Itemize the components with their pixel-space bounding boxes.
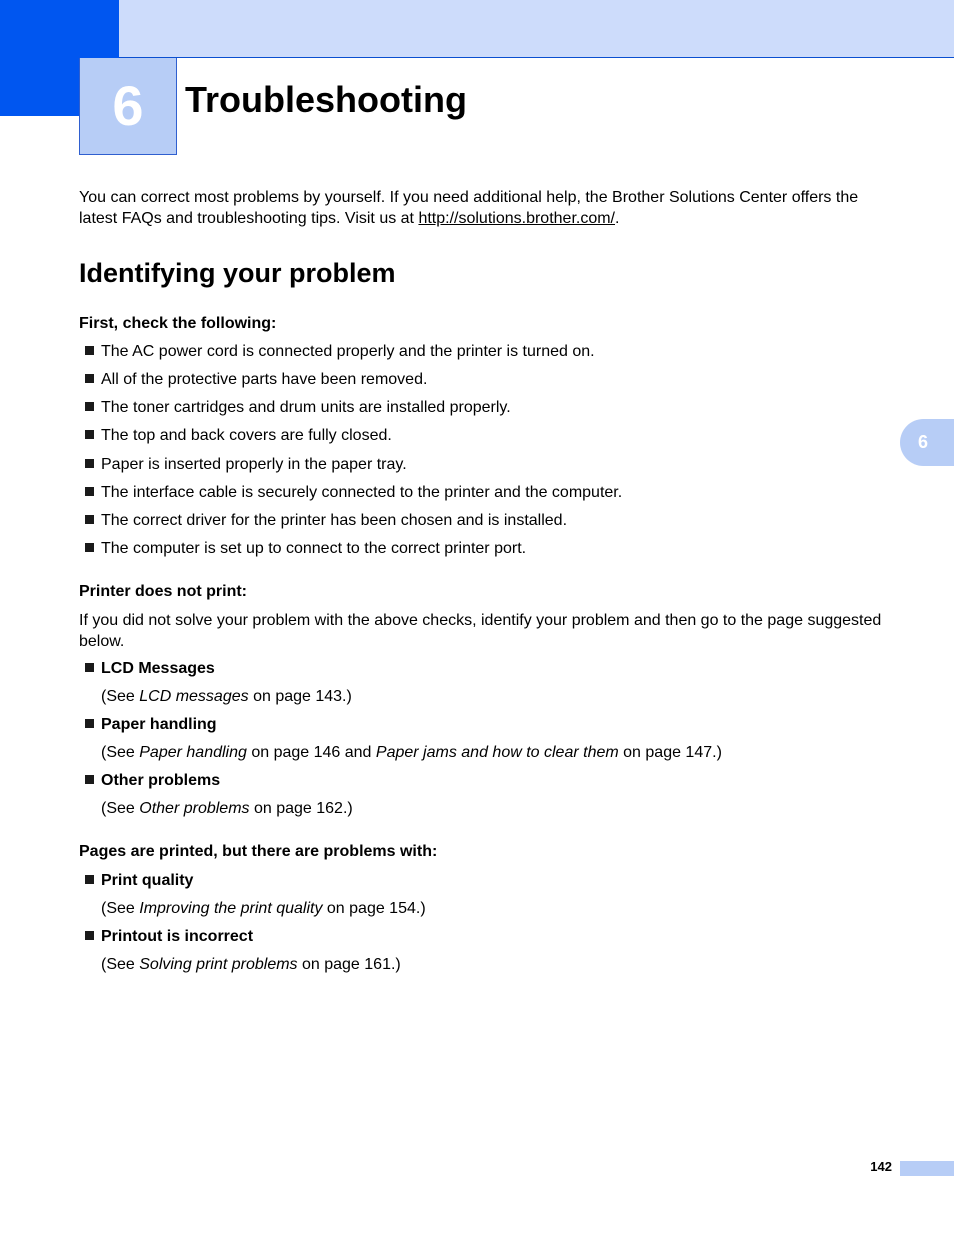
chapter-title: Troubleshooting [185,79,467,120]
list-item [85,370,427,390]
list-item-text: All of the protective parts have been removed. [101,371,428,388]
list-item-text: The correct driver for the printer has been chosen and is installed. [101,512,568,529]
page-reference: on page 146 and [246,744,376,761]
problem-category-title: Print quality [101,872,194,889]
cross-reference [101,743,722,763]
print-problems-heading: Pages are printed, but there are problems with: [79,843,438,860]
square-bullet-icon [85,543,94,552]
chapter-number-box [79,58,177,155]
square-bullet-icon [85,875,94,884]
cross-reference [101,899,426,919]
section-heading: Identifying your problem [79,258,396,288]
cross-reference [101,687,352,707]
reference-link[interactable]: Paper jams and how to clear them [375,744,619,761]
see-prefix: (See [101,900,140,917]
problem-category-title: Other problems [101,772,221,789]
reference-link[interactable]: Other problems [139,800,250,817]
square-bullet-icon [85,430,94,439]
see-prefix: (See [101,744,140,761]
checklist-heading: First, check the following: [79,315,277,332]
square-bullet-icon [85,931,94,940]
side-tab-label: 6 [917,432,928,452]
no-print-heading: Printer does not print: [79,583,247,600]
see-prefix: (See [101,800,140,817]
header-band [0,0,954,58]
header-rule [119,57,954,58]
list-item [85,426,392,446]
problem-category [85,715,217,735]
problem-category [85,659,215,679]
list-item [85,398,511,418]
no-print-description: If you did not solve your problem with the above checks, identify your problem and then go to the page suggested below. [79,612,882,650]
square-bullet-icon [85,775,94,784]
reference-link[interactable]: Paper handling [139,744,247,761]
square-bullet-icon [85,515,94,524]
chapter-number: 6 [112,74,144,137]
intro-paragraph [79,188,899,229]
square-bullet-icon [85,374,94,383]
problem-category [85,771,220,791]
list-item-text: The interface cable is securely connected to the printer and the computer. [101,484,623,501]
page-reference: on page 161.) [297,956,401,973]
square-bullet-icon [85,719,94,728]
square-bullet-icon [85,487,94,496]
page-reference: on page 147.) [618,744,722,761]
solutions-center-link[interactable]: http://solutions.brother.com/ [418,209,615,227]
page-number: 142 [870,1159,892,1174]
problem-category-title: Paper handling [101,716,217,733]
cross-reference [101,799,353,819]
list-item [85,539,526,559]
list-item [85,511,567,531]
list-item-text: The AC power cord is connected properly and the printer is turned on. [101,343,595,360]
list-item-text: The top and back covers are fully closed. [101,427,392,444]
see-prefix: (See [101,956,140,973]
square-bullet-icon [85,459,94,468]
cross-reference [101,955,401,975]
list-item-text: The toner cartridges and drum units are installed properly. [101,399,511,416]
square-bullet-icon [85,663,94,672]
problem-category-title: LCD Messages [101,660,215,677]
page-reference: on page 154.) [322,900,426,917]
problem-category [85,871,193,891]
list-item [85,483,622,503]
problem-category [85,927,253,947]
list-item [85,455,407,475]
see-prefix: (See [101,688,140,705]
chapter-side-tab[interactable] [900,419,954,466]
footer-bar [900,1161,954,1176]
square-bullet-icon [85,402,94,411]
list-item-text: Paper is inserted properly in the paper tray. [101,456,407,473]
reference-link[interactable]: Improving the print quality [139,900,323,917]
list-item-text: The computer is set up to connect to the correct printer port. [101,540,527,557]
page-reference: on page 143.) [248,688,352,705]
list-item [85,342,595,362]
intro-text: You can correct most problems by yourself. If you need additional help, the Brother Solutions Center offers the latest FAQs and troubleshooting tips. Visit us at [79,189,859,227]
page-reference: on page 162.) [249,800,353,817]
problem-category-title: Printout is incorrect [101,928,254,945]
intro-text-end: . [615,209,620,227]
reference-link[interactable]: LCD messages [139,688,249,705]
reference-link[interactable]: Solving print problems [139,956,298,973]
square-bullet-icon [85,346,94,355]
